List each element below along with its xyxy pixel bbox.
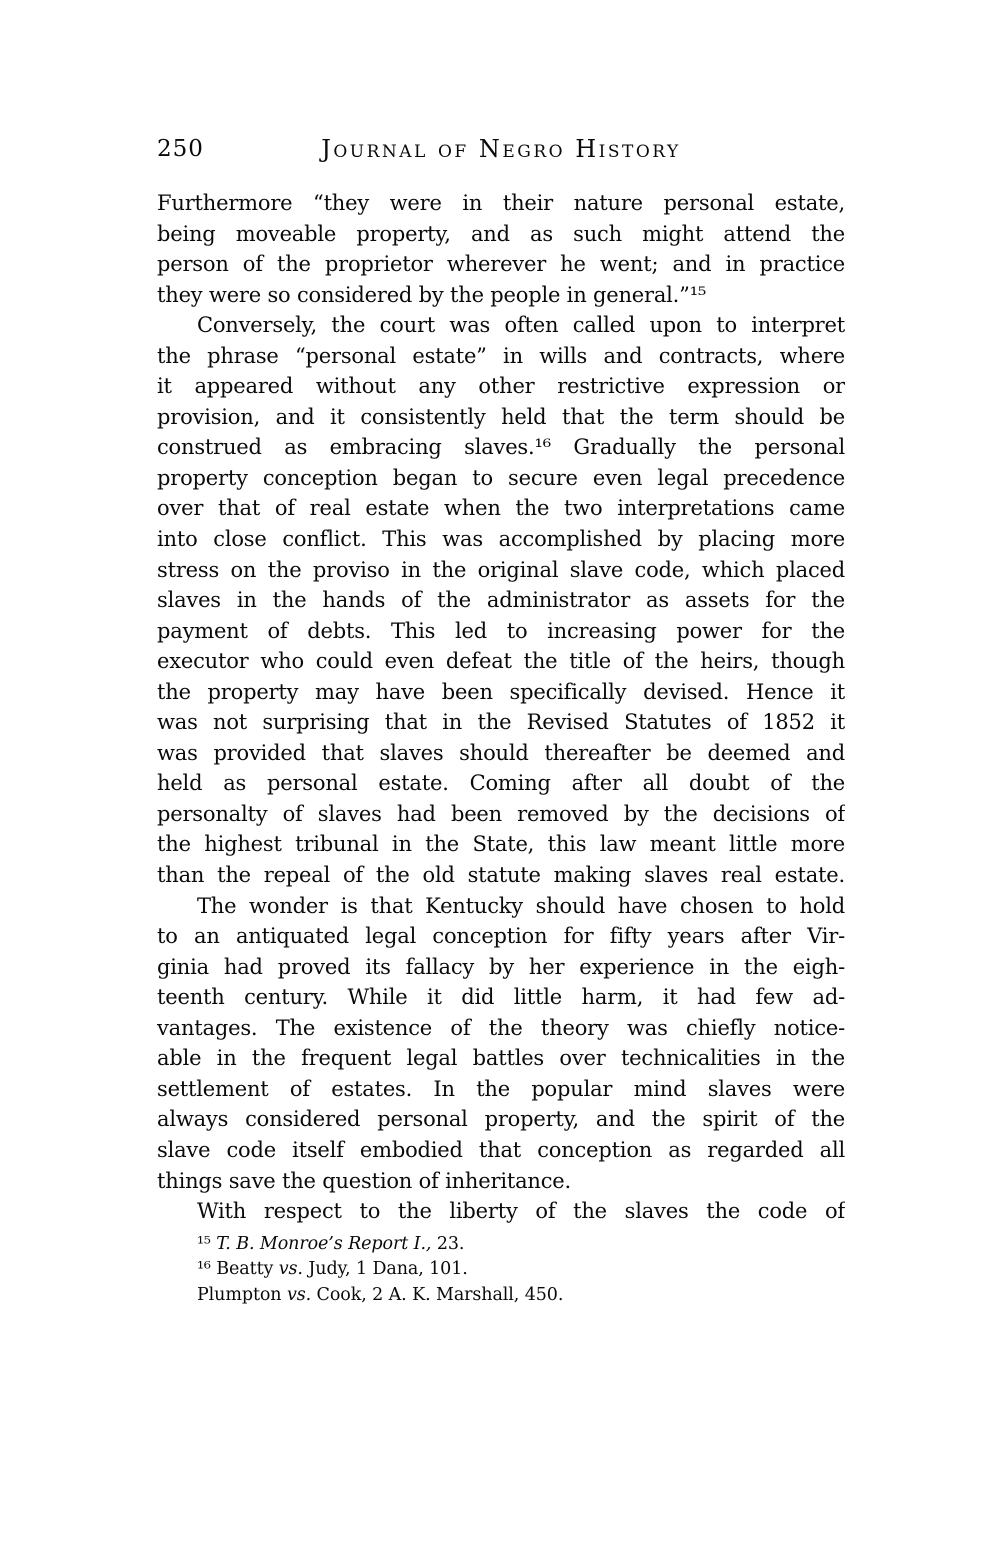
footnote xyxy=(197,1283,845,1309)
footnote-citation: T. B. Monroe’s Report I., xyxy=(216,1233,432,1254)
footnote-citation: vs. xyxy=(286,1284,312,1305)
text-line: personalty of slaves had been removed by the decisions of xyxy=(157,801,845,826)
paragraph xyxy=(157,1196,845,1227)
text-line: the phrase “personal estate” in wills and contracts, where xyxy=(157,343,845,368)
text-line: stress on the proviso in the original slave code, which placed xyxy=(157,557,845,582)
footnotes xyxy=(197,1232,845,1309)
text-line: property conception began to secure even legal precedence xyxy=(157,465,845,490)
text-line: With respect to the liberty of the slaves the code of xyxy=(197,1199,845,1224)
text-line: things save the question of inheritance. xyxy=(157,1168,571,1193)
text-line: teenth century. While it did little harm, it had few ad- xyxy=(157,985,845,1010)
paragraph xyxy=(157,310,845,890)
text-line: slaves in the hands of the administrator as assets for the xyxy=(157,588,845,613)
text-line: construed as embracing slaves.¹⁶ Gradually the personal xyxy=(157,435,845,460)
text-line: the highest tribunal in the State, this law meant little more xyxy=(157,832,845,857)
text-line: ginia had proved its fallacy by her experience in the eigh- xyxy=(157,954,845,979)
text-line: than the repeal of the old statute making slaves real estate. xyxy=(157,863,845,888)
page-number: 250 xyxy=(157,136,204,162)
page-content xyxy=(157,136,845,1308)
text-line: to an antiquated legal conception for fifty years after Vir- xyxy=(157,924,845,949)
paragraph xyxy=(157,188,845,310)
footnote-text: 23. xyxy=(431,1233,465,1254)
text-line: vantages. The existence of the theory was chiefly notice- xyxy=(157,1015,845,1040)
footnote-text: Plumpton xyxy=(197,1284,287,1305)
text-line: into close conflict. This was accomplished by placing more xyxy=(157,527,845,552)
text-line: Conversely, the court was often called upon to interpret xyxy=(197,313,845,338)
text-line: able in the frequent legal battles over technicalities in the xyxy=(157,1046,845,1071)
footnote-citation: vs. xyxy=(278,1259,303,1280)
footnote xyxy=(197,1232,845,1258)
text-line: was provided that slaves should thereafter be deemed and xyxy=(157,740,845,765)
running-head xyxy=(157,136,845,162)
text-line: Furthermore “they were in their nature personal estate, xyxy=(157,191,845,215)
paragraph xyxy=(157,891,845,1196)
text-line: executor who could even defeat the title of the heirs, though xyxy=(157,649,845,674)
text-line: the property may have been specifically devised. Hence it xyxy=(157,679,845,704)
text-line: provision, and it consistently held that the term should be xyxy=(157,404,845,429)
footnote-text: ¹⁶ Beatty xyxy=(197,1259,279,1280)
text-line: it appeared without any other restrictive expression or xyxy=(157,374,845,399)
text-line: settlement of estates. In the popular mind slaves were xyxy=(157,1076,845,1101)
footnote-text: Judy, 1 Dana, 101. xyxy=(302,1259,468,1280)
footnote xyxy=(197,1257,845,1283)
text-line: person of the proprietor wherever he went; and in practice xyxy=(157,252,845,277)
footnote-text: Cook, 2 A. K. Marshall, 450. xyxy=(311,1284,564,1305)
text-line: they were so considered by the people in general.”¹⁵ xyxy=(157,282,707,307)
footnote-text: ¹⁵ xyxy=(197,1233,217,1254)
text-line: always considered personal property, and the spirit of the xyxy=(157,1107,845,1132)
text-line: over that of real estate when the two interpretations came xyxy=(157,496,845,521)
page-body xyxy=(157,188,845,1227)
text-line: being moveable property, and as such might attend the xyxy=(157,221,845,246)
text-line: slave code itself embodied that conception as regarded all xyxy=(157,1137,845,1162)
journal-title: Journal of Negro History xyxy=(321,135,681,163)
text-line: The wonder is that Kentucky should have chosen to hold xyxy=(197,893,845,918)
text-line: was not surprising that in the Revised Statutes of 1852 it xyxy=(157,710,845,735)
text-line: payment of debts. This led to increasing power for the xyxy=(157,618,845,643)
text-line: held as personal estate. Coming after all doubt of the xyxy=(157,771,845,796)
